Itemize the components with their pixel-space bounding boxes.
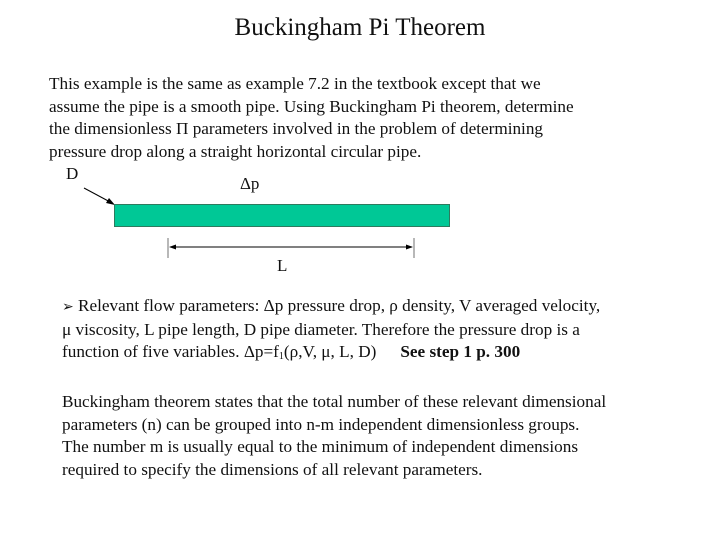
diameter-label: D bbox=[66, 164, 79, 183]
parameters-bullet bbox=[62, 295, 600, 369]
bullet-line: function of five variables. $\Delta p=f_1(\rho,V$, μ, L, D) See step 1 p. 300 bbox=[62, 342, 521, 362]
bullet-line: μ viscosity, L pipe length, D pipe diameter. Therefore the pressure drop is a bbox=[62, 319, 580, 339]
reference-text: See step 1 p. 300 bbox=[400, 342, 521, 361]
theorem-line: parameters (n) can be grouped into n-m independent dimensionless groups. bbox=[62, 414, 580, 434]
page-title: Buckingham Pi Theorem bbox=[234, 14, 486, 41]
theorem-line: Buckingham theorem states that the total number of these relevant dimensional bbox=[62, 392, 607, 411]
intro-line: This example is the same as example 7.2 in the textbook except that we bbox=[49, 74, 541, 93]
theorem-paragraph bbox=[62, 391, 606, 481]
pipe bbox=[114, 204, 450, 227]
bullet-line: ➢ Relevant flow parameters: Δp pressure drop, ρ density, V averaged velocity, bbox=[62, 296, 601, 315]
pressure-drop-label: Δp bbox=[240, 174, 260, 193]
length-label: L bbox=[277, 256, 288, 275]
theorem-line: required to specify the dimensions of all relevant parameters. bbox=[62, 459, 483, 479]
theorem-line: The number m is usually equal to the minimum of independent dimensions bbox=[62, 437, 579, 456]
intro-line: the dimensionless Π parameters involved in the problem of determining bbox=[49, 119, 544, 138]
intro-line: pressure drop along a straight horizontal circular pipe. bbox=[49, 141, 422, 161]
arrow-bullet-icon: ➢ bbox=[62, 299, 74, 315]
intro-line: assume the pipe is a smooth pipe. Using Buckingham Pi theorem, determine bbox=[49, 96, 574, 116]
